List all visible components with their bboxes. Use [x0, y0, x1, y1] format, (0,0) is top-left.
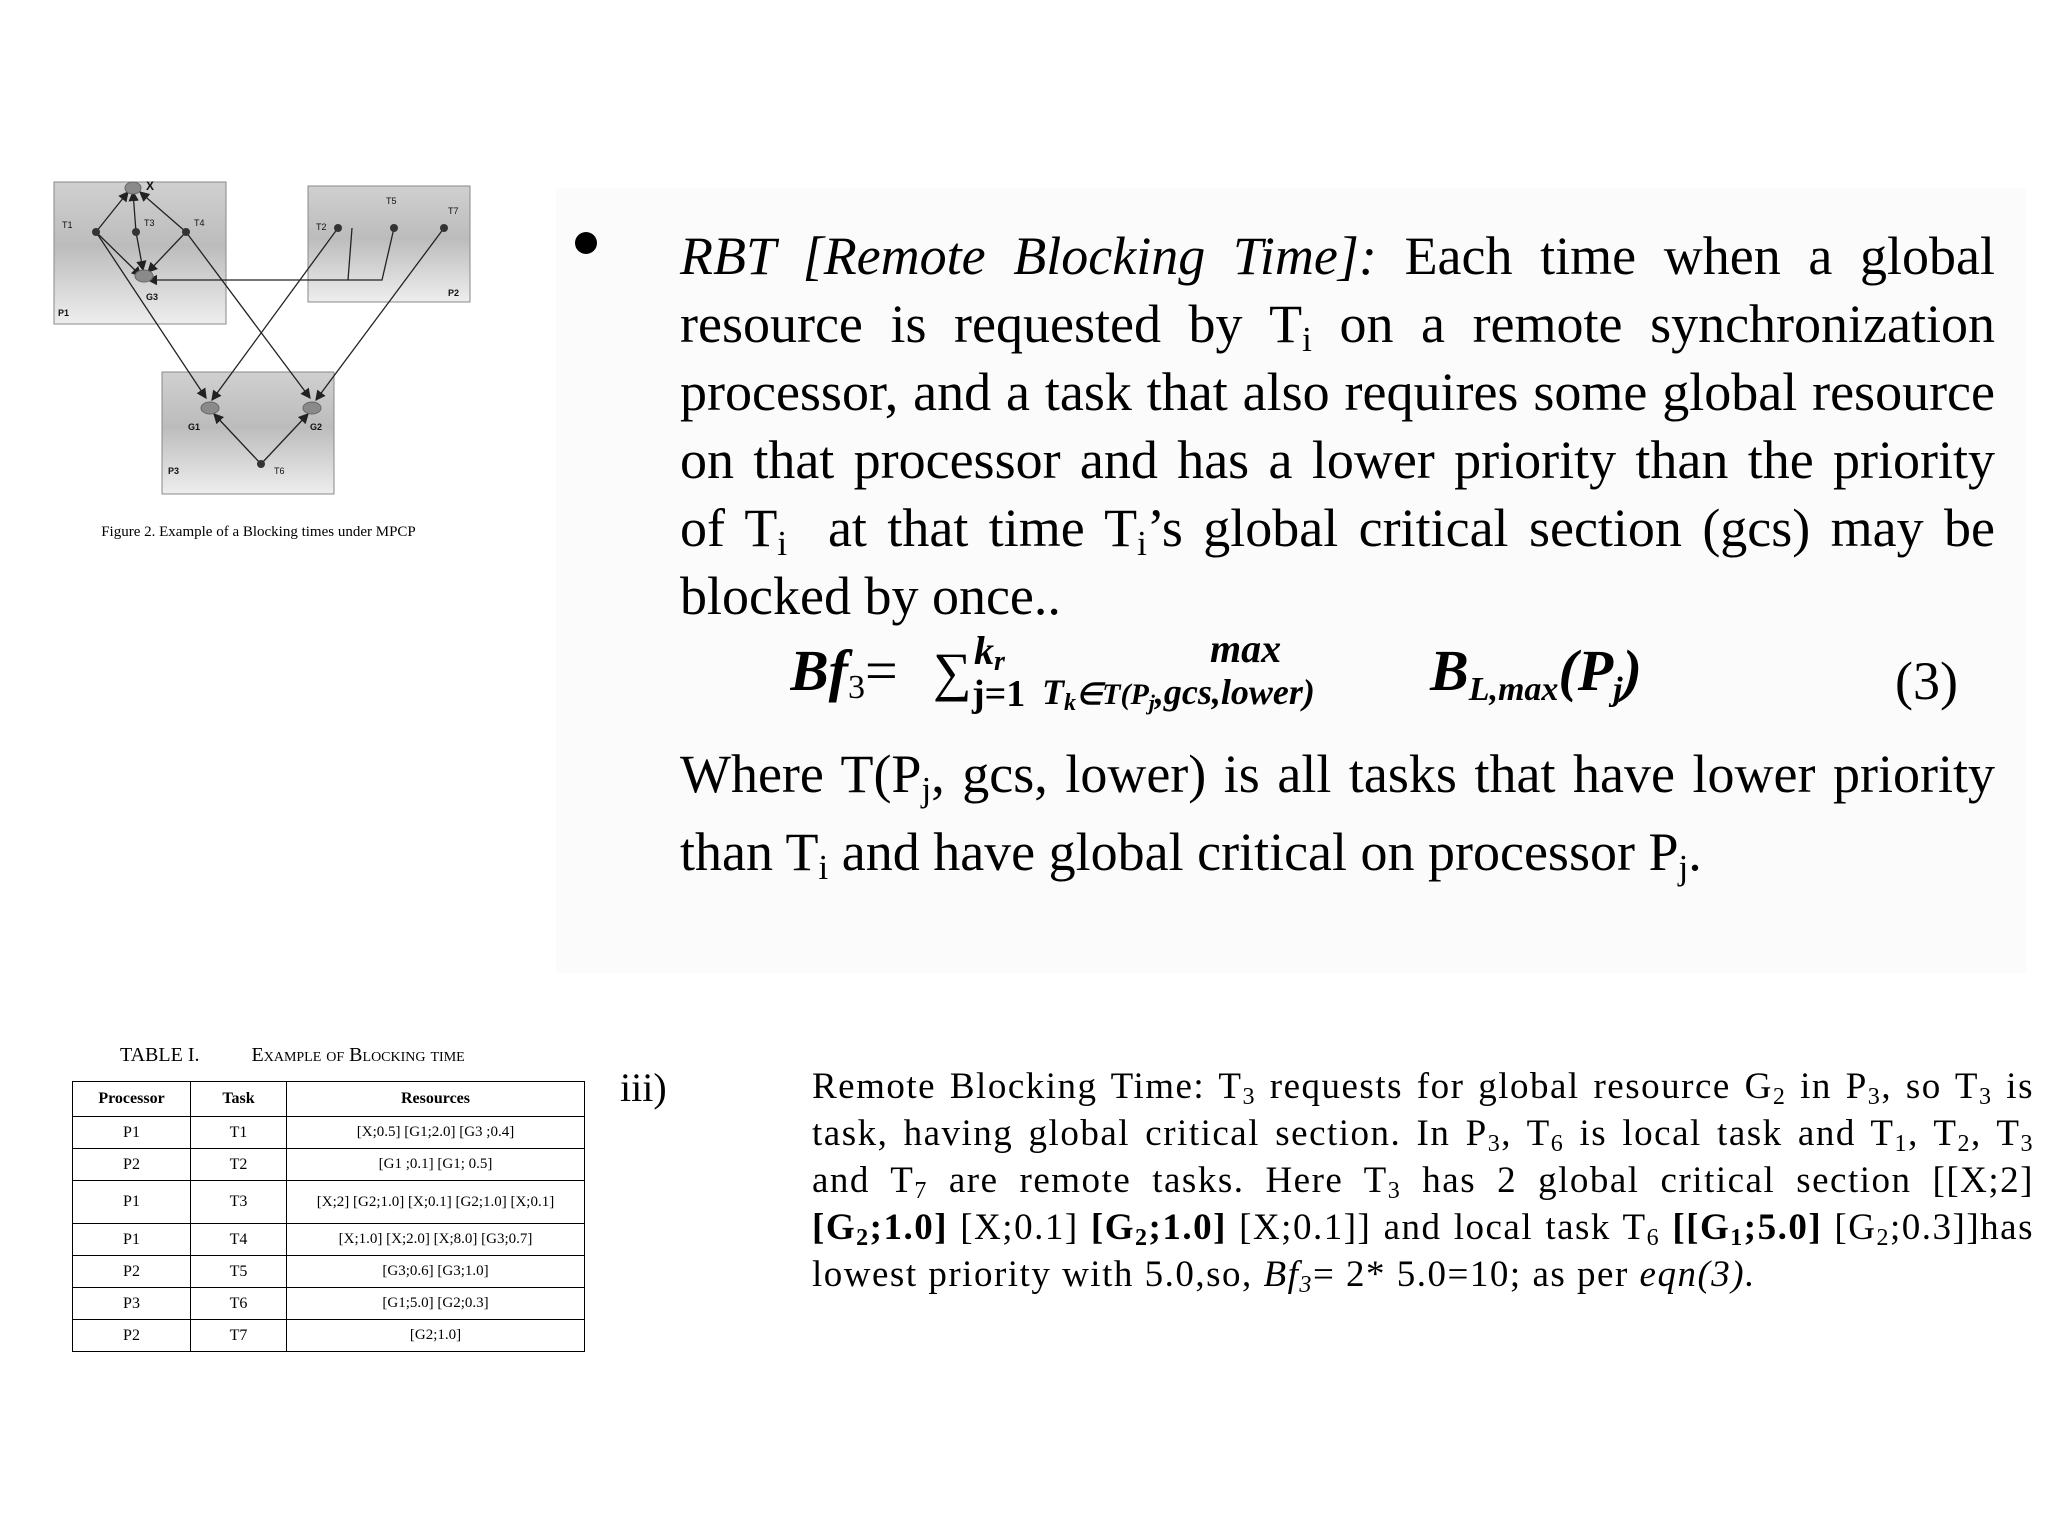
label-t1: T1 — [62, 220, 73, 230]
resource-node-g2 — [303, 402, 321, 414]
task-node-t6 — [257, 460, 265, 468]
ex-text: [X;0.1]] and local task T — [1226, 1207, 1647, 1248]
ex-sub: 2 — [1772, 1084, 1787, 1110]
equation-3 — [790, 628, 1790, 738]
task-node-t2 — [334, 224, 342, 232]
rbt-where-paragraph — [680, 735, 1995, 891]
ex-sub: 2 — [1957, 1131, 1972, 1157]
ex-text: are remote tasks. Here T — [927, 1160, 1388, 1201]
eq-upper: k — [974, 628, 994, 673]
task-node-t7 — [440, 224, 448, 232]
ex-text: , T — [1971, 1113, 2021, 1154]
ex-bold-text: ;1.0] — [869, 1207, 949, 1248]
rbt-text-3: at that time T — [827, 498, 1138, 558]
task-node-t5 — [390, 224, 398, 232]
ex-sub: 3 — [1867, 1084, 1882, 1110]
task-node-t3 — [132, 228, 140, 236]
ex-bold-text: [G — [1090, 1207, 1135, 1248]
cell-task: T3 — [191, 1181, 287, 1224]
rbt-sub-i-1: i — [1302, 319, 1312, 359]
table-caption — [120, 1044, 465, 1067]
eq-upper-sub: r — [994, 646, 1005, 677]
cell-resources: [G3;0.6] [G3;1.0] — [287, 1256, 585, 1288]
label-p2: P2 — [448, 288, 460, 298]
cell-resources: [X;0.5] [G1;2.0] [G3 ;0.4] — [287, 1117, 585, 1149]
cell-resources: [X;2] [G2;1.0] [X;0.1] [G2;1.0] [X;0.1] — [287, 1181, 585, 1224]
table-row — [73, 1181, 585, 1224]
eq-cond-rest: ∈T(P — [1076, 678, 1149, 711]
ex-sub: 1 — [1894, 1131, 1909, 1157]
cell-resources: [G2;1.0] — [287, 1320, 585, 1352]
cell-processor: P1 — [73, 1117, 191, 1149]
eq-cond-j: j — [1148, 690, 1155, 715]
cell-task: T7 — [191, 1320, 287, 1352]
cell-processor: P1 — [73, 1181, 191, 1224]
eq-arg-sub: j — [1613, 671, 1623, 708]
table-title: Example of Blocking time — [251, 1044, 465, 1066]
ex-sub: 3 — [2020, 1131, 2034, 1157]
ex-italic: eqn(3). — [1639, 1254, 1756, 1295]
ex-sub: 7 — [914, 1178, 928, 1204]
cell-processor: P2 — [73, 1320, 191, 1352]
rbt-sub-i-2: i — [777, 523, 788, 563]
label-p1: P1 — [58, 308, 70, 318]
ex-bold-text: [[G — [1672, 1207, 1731, 1248]
ex-text: is local task and T — [1564, 1113, 1895, 1154]
ex-text — [1660, 1207, 1672, 1248]
where-p-sub: j — [1678, 847, 1689, 887]
item-label-iii: iii) — [620, 1065, 667, 1110]
table-row — [73, 1224, 585, 1256]
table-label: TABLE I. — [120, 1044, 200, 1066]
cell-resources: [X;1.0] [X;2.0] [X;8.0] [G3;0.7] — [287, 1224, 585, 1256]
ex-italic: Bf — [1263, 1254, 1300, 1295]
ex-sub: 3 — [1299, 1272, 1313, 1298]
eq-lhs-sub: 3 — [848, 669, 865, 706]
blocking-time-table — [72, 1081, 585, 1352]
ex-sub: 2 — [856, 1225, 870, 1251]
eq-cond: T — [1042, 672, 1064, 712]
ex-sub: 6 — [1646, 1225, 1661, 1251]
label-p3: P3 — [168, 466, 180, 476]
eq-max: max — [1210, 628, 1282, 671]
where-p: P — [1648, 822, 1679, 882]
cell-task: T1 — [191, 1117, 287, 1149]
rbt-definition-paragraph — [680, 222, 1995, 630]
cell-resources: [G1;5.0] [G2;0.3] — [287, 1288, 585, 1320]
ex-bold — [812, 1207, 949, 1251]
cell-processor: P1 — [73, 1224, 191, 1256]
cell-task: T6 — [191, 1288, 287, 1320]
label-t7: T7 — [448, 206, 459, 216]
table-row — [73, 1288, 585, 1320]
ex-bold-text: ;5.0] — [1743, 1207, 1823, 1248]
resource-node-g3 — [135, 270, 153, 282]
label-g3: G3 — [146, 292, 159, 302]
blocking-diagram-figure — [36, 178, 481, 558]
ex-sub: 3 — [1387, 1178, 1402, 1204]
table-row — [73, 1149, 585, 1181]
equation-number: (3) — [1895, 651, 1958, 711]
label-x: X — [146, 179, 155, 193]
ex-sub: 3 — [1242, 1084, 1256, 1110]
cell-task: T2 — [191, 1149, 287, 1181]
table-header-row — [73, 1082, 585, 1117]
ex-text: = 2* 5.0=10; as per — [1312, 1254, 1640, 1295]
ex-text: has 2 global critical section [[X;2] — [1401, 1160, 2034, 1201]
ex-text: , T — [1908, 1113, 1958, 1154]
eq-b: B — [1430, 638, 1469, 703]
eq-equals: = — [865, 638, 898, 703]
eq-cond-end: ,gcs,lower) — [1154, 672, 1315, 712]
rbt-text-2: on a remote synchronization processor, and a task that also requires some global resource on that processor and has a lower priority than the priority of T — [680, 294, 1995, 558]
task-node-t1 — [92, 228, 100, 236]
eq-arg-close: ) — [1622, 638, 1642, 703]
ex-bold-text: ;1.0] — [1148, 1207, 1227, 1248]
eq-arg-open: (P — [1558, 638, 1614, 703]
where-end: . — [1688, 822, 1702, 882]
ex-bold — [1672, 1207, 1823, 1251]
eq-b-sub: L,max — [1468, 671, 1559, 708]
resource-node-x — [125, 182, 141, 194]
where-text-3: and have global critical on processor — [841, 822, 1635, 882]
cell-processor: P3 — [73, 1288, 191, 1320]
label-t6: T6 — [274, 466, 285, 476]
ex-bold — [1090, 1207, 1227, 1251]
figure-caption: Figure 2. Example of a Blocking times under MPCP — [101, 524, 416, 540]
label-t4: T4 — [194, 218, 205, 228]
ex-text: ;0.3]]has lowest priority with 5.0,so, — [812, 1207, 2034, 1295]
label-g2: G2 — [310, 422, 323, 432]
ex-sub: 2 — [1134, 1225, 1149, 1251]
svg-text:Tk∈T(Pj,gcs,lower) — [1042, 672, 1315, 716]
svg-text:kr — [974, 628, 1006, 677]
resource-node-g1 — [201, 402, 219, 414]
label-g1: G1 — [188, 422, 201, 432]
table-row — [73, 1256, 585, 1288]
ex-text: , T — [1501, 1113, 1551, 1154]
ex-sub: 1 — [1730, 1225, 1744, 1251]
cell-processor: P2 — [73, 1256, 191, 1288]
where-text-1: Where T(P — [680, 744, 922, 804]
ex-sub: 2 — [1876, 1225, 1890, 1251]
rbt-text-4: ’s global critical section (gcs) may be blocked by once.. — [680, 498, 1996, 626]
ex-bold-text: [G — [812, 1207, 857, 1248]
cell-task: T4 — [191, 1224, 287, 1256]
ex-text: in P — [1786, 1066, 1868, 1107]
header-processor: Processor — [73, 1082, 191, 1117]
ex-text: , so T — [1881, 1066, 1979, 1107]
cell-task: T5 — [191, 1256, 287, 1288]
eq-lhs: Bf — [790, 638, 848, 703]
where-sub-j: j — [921, 769, 932, 809]
bullet-point — [575, 232, 597, 254]
ex-text: is task, having global critical section. In P — [812, 1066, 2034, 1154]
header-task: Task — [191, 1082, 287, 1117]
eq-lower: j=1 — [972, 673, 1026, 715]
ex-sub: 3 — [1978, 1084, 1993, 1110]
where-text-2: , gcs, lower) is all tasks that have lower priority than T — [680, 744, 1995, 882]
label-t3: T3 — [144, 218, 155, 228]
rbt-text-1: Each time when a global resource is requested by T — [680, 226, 1995, 354]
task-node-t4 — [182, 228, 190, 236]
rbt-term: RBT [Remote Blocking Time]: — [680, 226, 1377, 286]
cell-processor: P2 — [73, 1149, 191, 1181]
ex-text: Remote Blocking Time: T — [812, 1066, 1243, 1107]
header-resources: Resources — [287, 1082, 585, 1117]
ex-text: and T — [812, 1160, 915, 1201]
cell-resources: [G1 ;0.1] [G1; 0.5] — [287, 1149, 585, 1181]
ex-sub: 3 — [1487, 1131, 1502, 1157]
label-t5: T5 — [386, 196, 397, 206]
rbt-sub-i-3: i — [1137, 523, 1147, 563]
eq-cond-sub: k — [1064, 690, 1076, 716]
ex-text: [X;0.1] — [948, 1207, 1091, 1248]
remote-blocking-example-paragraph — [812, 1063, 2034, 1298]
eq-sum-symbol: ∑ — [933, 642, 972, 702]
where-sub-i: i — [818, 847, 829, 887]
label-t2: T2 — [316, 222, 327, 232]
ex-text: [G — [1822, 1207, 1877, 1248]
svg-text:BL,max(Pj) — [1429, 638, 1642, 708]
table-row — [73, 1320, 585, 1352]
processor-box-p3 — [162, 372, 334, 494]
ex-sub: 6 — [1550, 1131, 1565, 1157]
svg-text:Bf3= — [790, 638, 898, 706]
table-row — [73, 1117, 585, 1149]
ex-text: requests for global resource G — [1255, 1066, 1773, 1107]
